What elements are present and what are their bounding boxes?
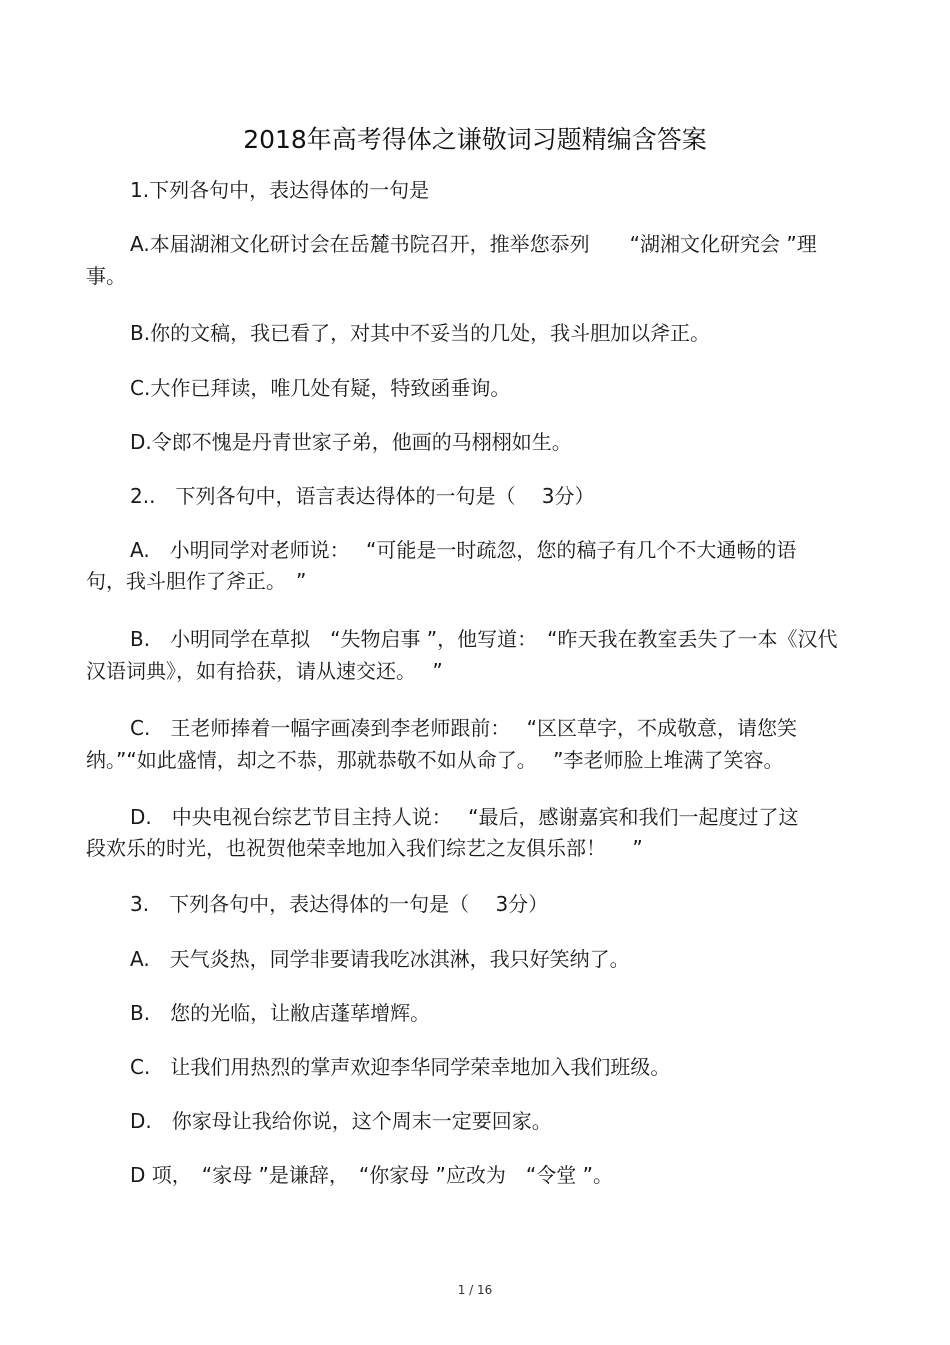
question-3-option-a: A. 天气炎热，同学非要请我吃冰淇淋，我只好笑纳了。: [130, 947, 630, 971]
question-2-option-a: A. 小明同学对老师说： “可能是一时疏忽，您的稿子有几个不大通畅的语: [130, 538, 797, 562]
question-2-option-a-cont: 句，我斗胆作了斧正。 ”: [86, 569, 307, 593]
question-2-option-c: C. 王老师捧着一幅字画凑到李老师跟前： “区区草字，不成敬意，请您笑: [130, 716, 798, 740]
question-1-option-b: B.你的文稿，我已看了，对其中不妥当的几处，我斗胆加以斧正。: [130, 321, 711, 345]
question-3-option-c: C. 让我们用热烈的掌声欢迎李华同学荣幸地加入我们班级。: [130, 1055, 671, 1079]
question-2-option-b: B. 小明同学在草拟 “失物启事 ”，他写道： “昨天我在教室丢失了一本《汉代: [130, 627, 838, 651]
question-2-option-d-cont: 段欢乐的时光，也祝贺他荣幸地加入我们综艺之友俱乐部！ ”: [86, 836, 643, 860]
question-3-stem: 3. 下列各句中，表达得体的一句是（ 3分）: [130, 892, 549, 916]
question-3-answer-explanation: D 项， “家母 ”是谦辞， “你家母 ”应改为 “令堂 ”。: [130, 1163, 613, 1187]
question-1-option-a: A.本届湖湘文化研讨会在岳麓书院召开，推举您忝列 “湖湘文化研究会 ”理: [130, 232, 817, 256]
question-3-option-d: D. 你家母让我给你说，这个周末一定要回家。: [130, 1109, 552, 1133]
document-title: 2018年高考得体之谦敬词习题精编含答案: [243, 125, 707, 154]
question-1-option-a-cont: 事。: [86, 264, 126, 288]
question-1-option-c: C.大作已拜读，唯几处有疑，特致函垂询。: [130, 376, 511, 400]
question-3-option-b: B. 您的光临，让敝店蓬荜增辉。: [130, 1001, 431, 1025]
question-1-stem: 1.下列各句中，表达得体的一句是: [130, 178, 430, 202]
question-2-option-c-cont: 纳。”“如此盛情，却之不恭，那就恭敬不如从命了。 ”李老师脸上堆满了笑容。: [86, 748, 784, 772]
question-1-option-d: D.令郎不愧是丹青世家子弟，他画的马栩栩如生。: [130, 430, 572, 454]
page-indicator: 1 / 16: [457, 1283, 493, 1297]
question-2-option-d: D. 中央电视台综艺节目主持人说： “最后，感谢嘉宾和我们一起度过了这: [130, 805, 799, 829]
question-2-option-b-cont: 汉语词典》，如有拾获，请从速交还。 ”: [86, 659, 443, 683]
question-2-stem: 2.. 下列各句中，语言表达得体的一句是（ 3分）: [130, 484, 595, 508]
